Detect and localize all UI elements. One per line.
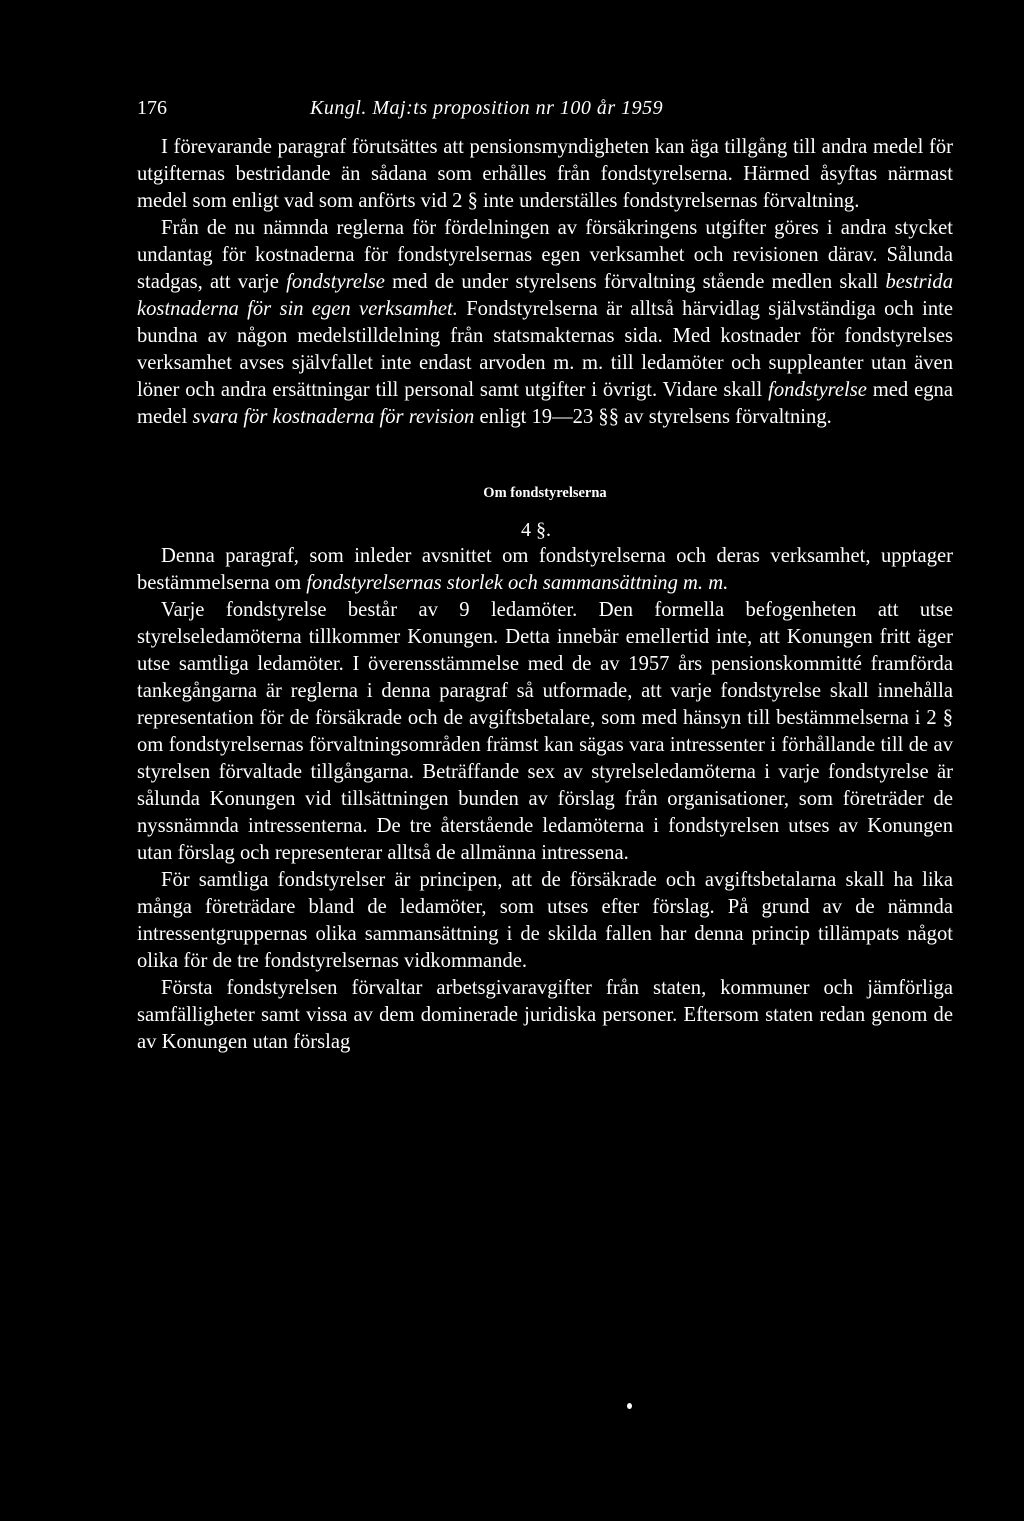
text-block-intro bbox=[137, 134, 953, 431]
text-block-section-4 bbox=[137, 543, 953, 1056]
paragraph-text: I förevarande paragraf förutsättes att pensionsmyndigheten kan äga tillgång till andra medel för utgifternas bestridande än sådana som erhålles från fondstyrelserna. Härmed åsyftas närmast medel som enligt vad som anförts vid 2 § inte underställes fondstyrelsernas förvaltning. bbox=[137, 136, 953, 212]
document-page bbox=[137, 88, 953, 1056]
paragraph-text: med egna medel bbox=[137, 379, 953, 428]
paragraph bbox=[137, 597, 953, 867]
paragraph-text: Första fondstyrelsen förvaltar arbetsgivaravgifter från staten, kommuner och jämförliga samfälligheter samt vissa av dem dominerade juridiska personer. Eftersom staten redan genom de av Konungen utan förslag bbox=[137, 977, 953, 1053]
emphasis-text: bestrida kostnaderna för sin egen verksamhet. bbox=[137, 271, 953, 320]
paragraph-text: Varje fondstyrelse består av 9 ledamöter. Den formella befogenheten att utse styrelseledamöterna tillkommer Konungen. Detta innebär emellertid inte, att Konungen fritt äger utse samtliga ledamöter. I överensstämmelse med de av 1957 års pensionskommitté framförda tankegångarna är reglerna i denna paragraf så utformade, att varje fondstyrelse skall innehålla representation för de försäkrade och de avgiftsbetalare, som med hänsyn till bestämmelserna i 2 § om fondstyrelsernas förvaltningsområden främst kan sägas vara intressenter i förhållande till de av styrelsen förvaltade tillgångarna. Beträffande sex av styrelseledamöterna i varje fondstyrelse är sålunda Konungen vid tillsättningen bunden av förslag från organisationer, som företräder de nyssnämnda intressenterna. De tre återstående ledamöterna i fondstyrelsen utses av Konungen utan förslag och representerar alltså de allmänna intressena. bbox=[137, 599, 953, 864]
page-header bbox=[137, 88, 953, 128]
emphasis-text: fondstyrelse bbox=[768, 379, 867, 401]
running-title: Kungl. Maj:ts proposition nr 100 år 1959 bbox=[310, 97, 664, 119]
emphasis-text: fondstyrelse bbox=[286, 271, 385, 293]
emphasis-text: fondstyrelsernas storlek och sammansättning m. m. bbox=[306, 572, 729, 594]
paragraph bbox=[137, 134, 953, 215]
paragraph bbox=[137, 215, 953, 431]
paragraph-text: Från de nu nämnda reglerna för fördelningen av försäkringens utgifter göres i andra stycket undantag för kostnaderna för fondstyrelsernas egen verksamhet och revisionen därav. Sålunda stadgas, att varje bbox=[137, 217, 953, 293]
ink-dot bbox=[627, 1403, 632, 1409]
paragraph-text: För samtliga fondstyrelser är principen, att de försäkrade och avgiftsbetalarna skall ha lika många företrädare bland de ledamöter, som utses efter förslag. På grund av de nämnda intressentgruppernas olika sammansättning i de skilda fallen har denna princip tillämpats något olika för de tre fondstyrelsernas vidkommande. bbox=[137, 869, 953, 972]
paragraph-text: Denna paragraf, som inleder avsnittet om fondstyrelserna och deras verksamhet, upptager bestämmelserna om bbox=[137, 545, 953, 594]
paragraph-text: enligt 19—23 §§ av styrelsens förvaltning. bbox=[474, 406, 832, 428]
paragraph bbox=[137, 867, 953, 975]
paragraph-text: med de under styrelsens förvaltning stående medlen skall bbox=[384, 271, 886, 293]
page-number: 176 bbox=[137, 97, 167, 119]
paragraph bbox=[137, 543, 953, 597]
paragraph-text: Fondstyrelserna är alltså härvidlag självständiga och inte bundna av någon medelstilldelning från statsmakternas sida. Med kostnader för fondstyrelses verksamhet avses självfallet inte endast arvoden m. m. till ledamöter och suppleanter utan även löner och andra ersättningar till personal samt utgifter i övrigt. Vidare skall bbox=[137, 298, 953, 401]
paragraph bbox=[137, 975, 953, 1056]
emphasis-text: svara för kostnaderna för revision bbox=[192, 406, 475, 428]
section-number: 4 §. bbox=[521, 519, 551, 541]
section-heading: Om fondstyrelserna bbox=[483, 485, 607, 501]
